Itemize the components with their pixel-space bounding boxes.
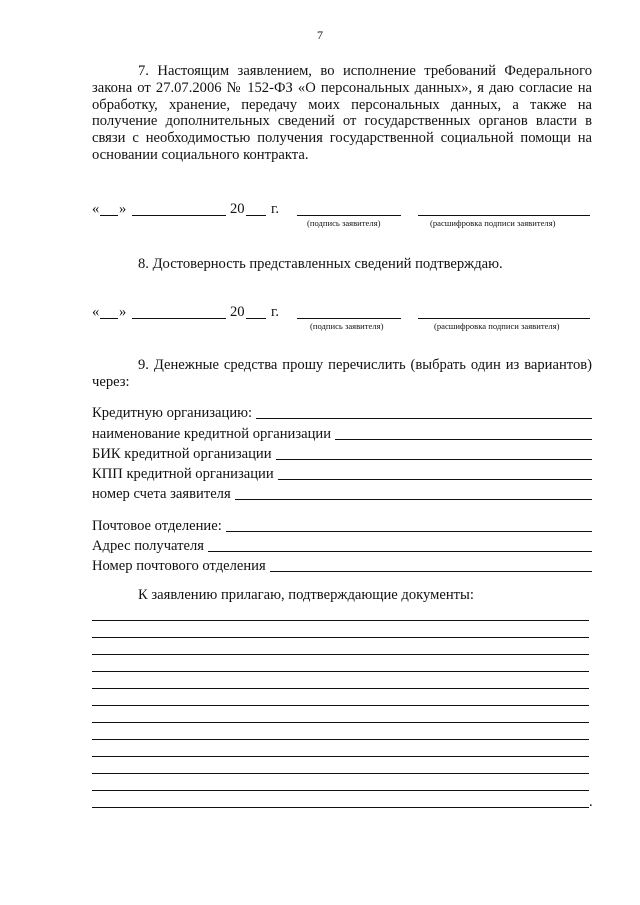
attachment-line[interactable] xyxy=(92,637,589,638)
date-quote-open: « xyxy=(92,201,100,217)
attachment-line[interactable] xyxy=(92,790,589,791)
bank-name-field[interactable] xyxy=(335,439,592,440)
field-label: номер счета заявителя xyxy=(92,486,231,502)
attachment-line[interactable] xyxy=(92,756,589,757)
payment-text: 9. Денежные средства прошу перечислить (выбрать один из вариантов) через: xyxy=(92,357,592,390)
signature-decoding-field[interactable] xyxy=(418,318,590,319)
date-month-field[interactable] xyxy=(132,318,226,319)
attachment-line[interactable] xyxy=(92,773,589,774)
kpp-field[interactable] xyxy=(278,479,592,480)
date-year-field[interactable] xyxy=(246,318,266,319)
attachment-line[interactable] xyxy=(92,654,589,655)
signature-field[interactable] xyxy=(297,215,401,216)
attachment-line[interactable] xyxy=(92,671,589,672)
signature-caption: (подпись заявителя) xyxy=(310,321,384,331)
date-quote-close: » xyxy=(119,201,127,217)
field-label: Адрес получателя xyxy=(92,538,205,554)
attachment-line[interactable] xyxy=(92,739,589,740)
field-label: БИК кредитной организации xyxy=(92,446,272,462)
bank-organization-field[interactable] xyxy=(256,418,592,419)
post-office-number-row xyxy=(92,556,592,575)
attachment-line[interactable] xyxy=(92,688,589,689)
decoding-caption: (расшифровка подписи заявителя) xyxy=(430,218,556,228)
bank-name-row xyxy=(92,424,592,443)
consent-text: 7. Настоящим заявлением, во исполнение требований Федерального закона от 27.07.2006 № 152-ФЗ «О персональных данных», я даю согласие на обработку, хранение, передачу моих персональных данных, а также на получение дополнительных сведений от государственных органов власти в связи с необходимостью получения государственной социальной помощи на основании социального контракта. xyxy=(92,63,592,163)
date-month-field[interactable] xyxy=(132,215,226,216)
attachment-line[interactable] xyxy=(92,807,589,808)
bik-row xyxy=(92,444,592,463)
recipient-address-row xyxy=(92,536,592,555)
date-year-prefix: 20 xyxy=(230,201,245,217)
payment-paragraph xyxy=(92,357,592,391)
signature-decoding-field[interactable] xyxy=(418,215,590,216)
date-year-suffix: г. xyxy=(271,201,279,217)
field-label: Номер почтового отделения xyxy=(92,558,266,574)
field-label: Кредитную организацию: xyxy=(92,405,253,421)
date-day-field[interactable] xyxy=(100,215,118,216)
attachments-end-mark: . xyxy=(589,794,593,810)
consent-paragraph xyxy=(92,63,592,164)
attachment-line[interactable] xyxy=(92,705,589,706)
account-number-field[interactable] xyxy=(235,499,592,500)
field-label: КПП кредитной организации xyxy=(92,466,274,482)
page-number: 7 xyxy=(317,28,323,42)
account-number-row xyxy=(92,484,592,503)
attachment-line[interactable] xyxy=(92,722,589,723)
bank-organization-row xyxy=(92,403,592,422)
attachment-line[interactable] xyxy=(92,620,589,621)
decoding-caption: (расшифровка подписи заявителя) xyxy=(434,321,560,331)
bik-field[interactable] xyxy=(276,459,592,460)
field-label: наименование кредитной организации xyxy=(92,426,332,442)
signature-caption: (подпись заявителя) xyxy=(307,218,381,228)
date-day-field[interactable] xyxy=(100,318,118,319)
date-quote-open: « xyxy=(92,304,100,320)
post-office-field[interactable] xyxy=(226,531,592,532)
kpp-row xyxy=(92,464,592,483)
date-year-prefix: 20 xyxy=(230,304,245,320)
post-office-number-field[interactable] xyxy=(270,571,592,572)
attachments-text: К заявлению прилагаю, подтверждающие документы: xyxy=(138,587,474,603)
date-quote-close: » xyxy=(119,304,127,320)
signature-field[interactable] xyxy=(297,318,401,319)
reliability-text: 8. Достоверность представленных сведений подтверждаю. xyxy=(138,256,503,272)
recipient-address-field[interactable] xyxy=(208,551,592,552)
field-label: Почтовое отделение: xyxy=(92,518,222,534)
post-office-row xyxy=(92,516,592,535)
date-year-suffix: г. xyxy=(271,304,279,320)
date-year-field[interactable] xyxy=(246,215,266,216)
